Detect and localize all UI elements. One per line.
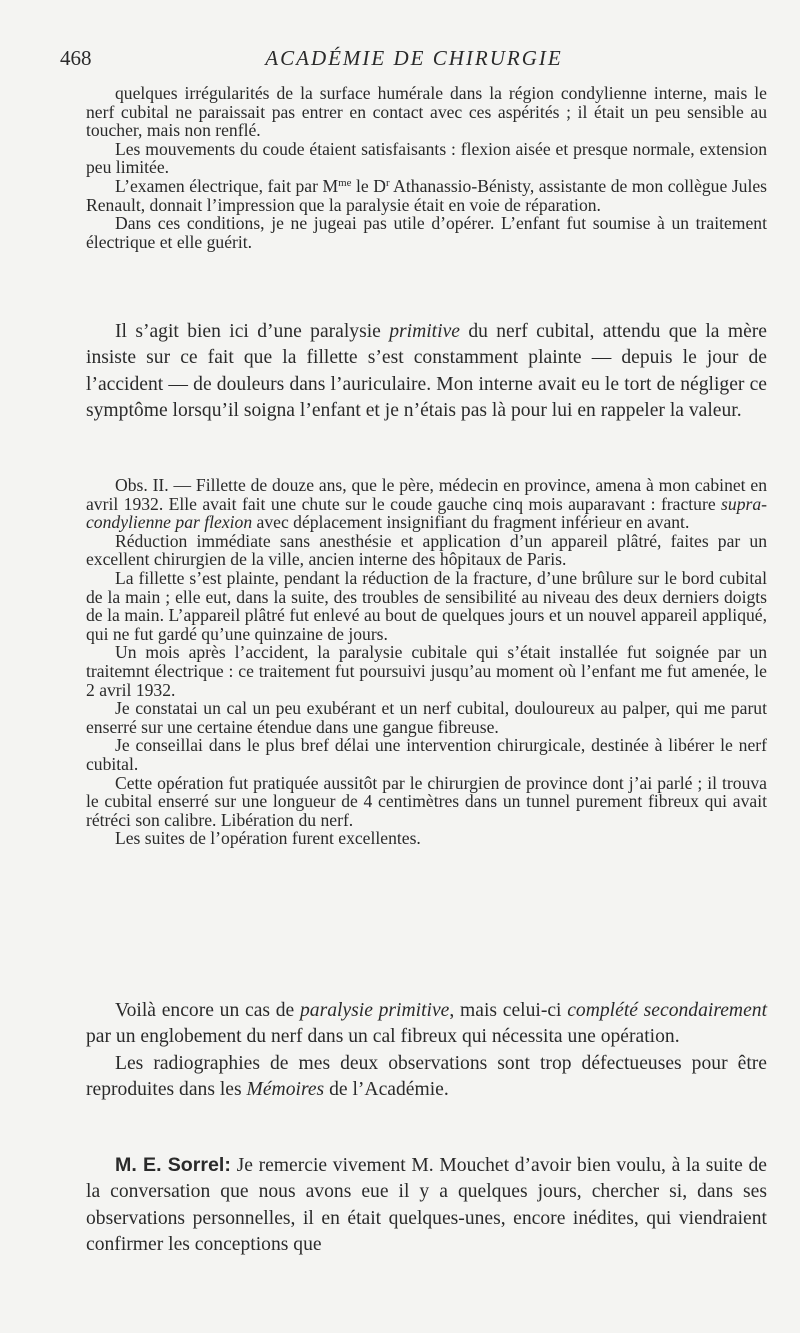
page-header xyxy=(60,46,768,76)
observation-label: Obs. II. xyxy=(115,475,169,495)
paragraph: L’examen électrique, fait par $M^{me}$ le $D^r$ Athanassio-Bénisty, assistante de mon collègue Jules Renault, donnait l’impression que la paralysie était en voie de réparation. xyxy=(86,175,768,215)
paragraph: Voilà encore un cas de paralysie primitive, mais celui-ci complété secondairement par un englobement du nerf dans un cal fibreux qui nécessita une opération. xyxy=(86,1000,768,1048)
paragraph: M. E. Sorrel: Je remercie vivement M. Mouchet d’avoir bien voulu, à la suite de la conversation que nous avons eue il y a quelques jours, chercher si, dans ses observations personnelles, il en était quelques-unes, encore inédites, qui viendraient confirmer les conceptions que xyxy=(86,1154,767,1255)
paragraph: Dans ces conditions, je ne jugeai pas utile d’opérer. L’enfant fut soumise à un traitement électrique et elle guérit. xyxy=(86,213,767,252)
discussion-paragraph xyxy=(86,1152,767,1258)
running-title: ACADÉMIE DE CHIRURGIE xyxy=(265,46,563,70)
case-continuation xyxy=(86,84,767,251)
paragraph: quelques irrégularités de la surface humérale dans la région condylienne interne, mais le nerf cubital ne paraissait pas entrer en contact avec ces aspérités ; il était un peu sensible au toucher, mais non renflé. xyxy=(86,83,767,141)
speaker-name: M. E. Sorrel: xyxy=(115,1154,231,1176)
paragraph: Réduction immédiate sans anesthésie et application d’un appareil plâtré, faites par un excellent chirurgien de la ville, ancien interne des hôpitaux de Paris. xyxy=(86,530,767,570)
paragraph: Cette opération fut pratiquée aussitôt par le chirurgien de province dont j’ai parlé ; il trouva le cubital enserré sur une longueur de 4 centimètres dans un tunnel purement fibreux qui avait rétréci son calibre. Libération du nerf. xyxy=(86,772,767,830)
commentary-paragraph xyxy=(86,319,767,424)
paragraph: Obs. II. — Fillette de douze ans, que le père, médecin en province, amena à mon cabinet en avril 1932. Elle avait fait une chute sur le coude gauche cinq mois auparavant : fracture supra-condylienne par flexion avec déplacement insignifiant du fragment inférieur en avant. xyxy=(86,475,767,533)
paragraph: Les radiographies de mes deux observations sont trop défectueuses pour être reproduites dans les Mémoires de l’Académie. xyxy=(86,1052,767,1100)
page-number: 468 xyxy=(60,46,92,70)
paragraph: Les suites de l’opération furent excellentes. xyxy=(115,828,421,849)
paragraph: Un mois après l’accident, la paralysie cubitale qui s’était installée fut soignée par un traitemnt électrique : ce traitement fut poursuivi jusqu’au moment où l’enfant me fut amenée, le 2 avril 1932. xyxy=(86,642,767,700)
paragraph: Je constatai un cal un peu exubérant et un nerf cubital, douloureux au palper, qui me parut enserré sur une certaine étendue dans une gangue fibreuse. xyxy=(86,698,767,737)
observation-ii xyxy=(86,476,767,848)
conclusion-paragraphs xyxy=(86,998,767,1103)
paragraph: La fillette s’est plainte, pendant la réduction de la fracture, d’une brûlure sur le bord cubital de la main ; elle eut, dans la suite, des troubles de sensibilité au niveau des deux derniers doigts de la main. L’appareil plâtré fut enlevé au bout de quelques jours et un nouvel appareil appliqué, qui ne fut gardé qu’une quinzaine de jours. xyxy=(86,567,767,644)
paragraph: Les mouvements du coude étaient satisfaisants : flexion aisée et presque normale, extension peu limitée. xyxy=(86,138,767,178)
paragraph: Il s’agit bien ici d’une paralysie primitive du nerf cubital, attendu que la mère insiste sur ce fait que la fillette s’est constamment plainte — depuis le jour de l’accident — de douleurs dans l’auriculaire. Mon interne avait eu le tort de négliger ce symptôme lorsqu’il soigna l’enfant et je n’étais pas là pour lui en rappeler la valeur. xyxy=(86,321,767,421)
paragraph: Je conseillai dans le plus bref délai une intervention chirurgicale, destinée à libérer le nerf cubital. xyxy=(86,735,767,774)
